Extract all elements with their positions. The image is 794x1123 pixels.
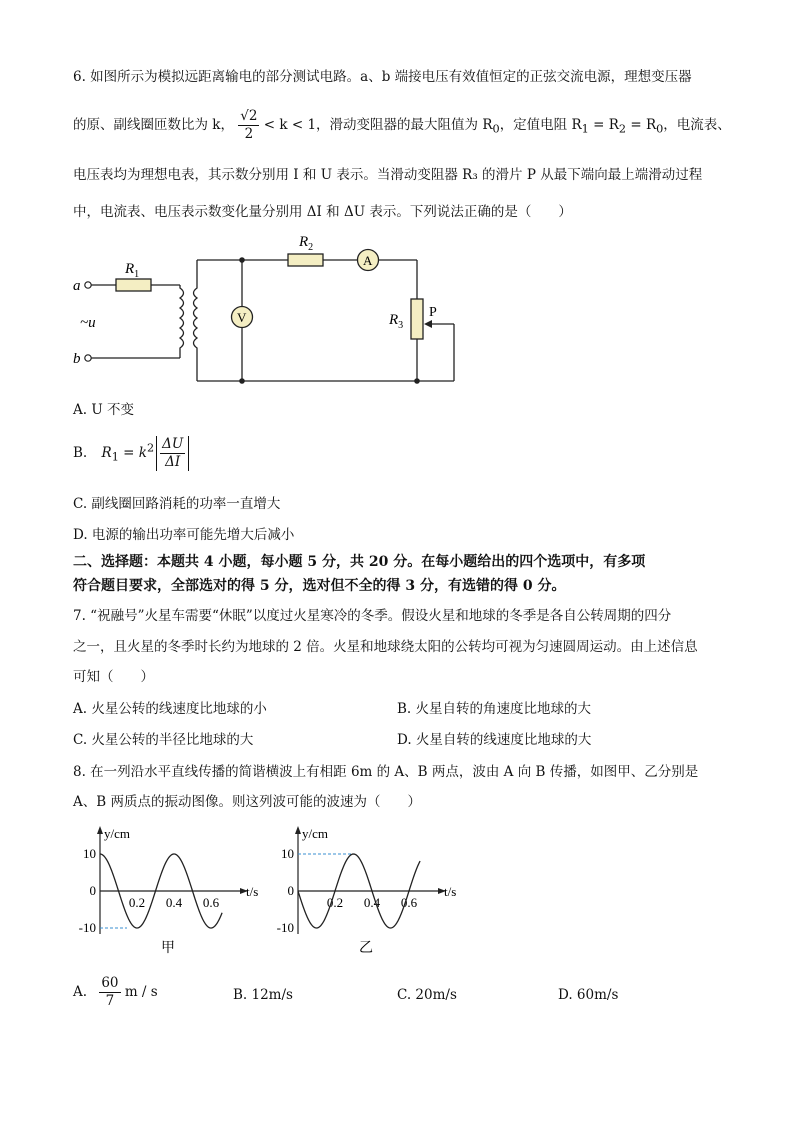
q6-option-b-num: ΔU bbox=[162, 436, 184, 452]
q7-line2: 之一，且火星的冬季时长约为地球的 2 倍。火星和地球绕太阳的公转均可视为匀速圆周运动。由上述信息 bbox=[73, 639, 698, 655]
q6-condition-num: √2 bbox=[240, 108, 258, 124]
q7-option-b[interactable]: B. 火星自转的角速度比地球的大 bbox=[397, 701, 592, 717]
q8-option-d[interactable]: D. 60m/s bbox=[558, 987, 619, 1003]
chart0-x-tick-label: 0.4 bbox=[165, 895, 183, 910]
q8-option-a-fraction bbox=[99, 975, 120, 1010]
label-v: V bbox=[237, 310, 247, 325]
q6-sub3: 0 bbox=[656, 122, 664, 136]
label-a-meter: A bbox=[363, 253, 373, 268]
chart-jia bbox=[70, 822, 270, 957]
q7-option-d[interactable]: D. 火星自转的线速度比地球的大 bbox=[397, 732, 592, 748]
chart-yi bbox=[268, 822, 468, 957]
label-p: P bbox=[429, 305, 437, 320]
q6-line4: 中，电流表、电压表示数变化量分别用 ΔI 和 ΔU 表示。下列说法正确的是（ ） bbox=[73, 204, 572, 220]
label-a: a bbox=[73, 278, 81, 294]
q8-option-b[interactable]: B. 12m/s bbox=[233, 987, 293, 1003]
q8-option-c[interactable]: C. 20m/s bbox=[397, 987, 457, 1003]
chart0-y-axis-arrow bbox=[97, 826, 103, 834]
chart1-y-axis-arrow bbox=[295, 826, 301, 834]
chart0-y-tick-label: -10 bbox=[78, 920, 96, 935]
q6-line3: 电压表均为理想电表，其示数分别用 I 和 U 表示。当滑动变阻器 R₃ 的滑片 P 从最下端向最上端滑动过程 bbox=[73, 167, 703, 183]
chart1-x-tick-label: 0.2 bbox=[326, 895, 344, 910]
q6-option-b-eq: = k bbox=[118, 445, 147, 461]
q7-option-a[interactable]: A. 火星公转的线速度比地球的小 bbox=[73, 701, 267, 717]
label-r2: $R_2$ bbox=[299, 234, 314, 253]
label-b: b bbox=[73, 351, 81, 367]
q7-line3: 可知（ ） bbox=[73, 669, 154, 685]
q6-sub1: 1 bbox=[581, 122, 589, 136]
chart1-x-label: t/s bbox=[444, 884, 457, 899]
q6-option-c[interactable]: C. 副线圈回路消耗的功率一直增大 bbox=[73, 496, 281, 512]
q6-option-b-r: R bbox=[101, 445, 112, 461]
q6-option-b[interactable] bbox=[73, 436, 189, 471]
chart0-y-tick-label: 0 bbox=[89, 883, 96, 898]
q6-option-a[interactable]: A. U 不变 bbox=[73, 402, 135, 418]
q6-option-b-sub: 1 bbox=[111, 450, 119, 464]
q6-option-d[interactable]: D. 电源的输出功率可能先增大后减小 bbox=[73, 527, 295, 543]
rheostat-r3 bbox=[411, 299, 423, 339]
q8-option-a-unit: m / s bbox=[124, 984, 158, 1000]
chart0-title: 甲 bbox=[161, 941, 175, 956]
q6-condition-rest: < k < 1，滑动变阻器的最大阻值为 R bbox=[263, 117, 493, 133]
q6-option-b-label: B. bbox=[73, 445, 88, 461]
label-r1: $R_1$ bbox=[125, 261, 140, 280]
slider-p-arrow bbox=[424, 320, 432, 328]
chart1-y-label: y/cm bbox=[302, 826, 328, 841]
q6-sub2: 2 bbox=[618, 122, 627, 136]
q6-line2-tail: ，电流表、 bbox=[663, 117, 731, 133]
q6-eq1: = R bbox=[588, 117, 619, 133]
q7-line1: 7. “祝融号”火星车需要“休眠”以度过火星寒冷的冬季。假设火星和地球的冬季是各自公转周期的四分 bbox=[73, 608, 672, 624]
q6-line2-pre: 的原、副线圈匝数比为 k， bbox=[73, 117, 234, 133]
primary-coil bbox=[180, 285, 184, 358]
q6-option-b-sup: 2 bbox=[146, 441, 155, 455]
chart0-y-label: y/cm bbox=[104, 826, 130, 841]
chart1-title: 乙 bbox=[359, 941, 373, 956]
q8-line1: 8. 在一列沿水平直线传播的简谐横波上有相距 6m 的 A、B 两点，波由 A 向 B 传播，如图甲、乙分别是 bbox=[73, 764, 699, 780]
q6-option-b-den: ΔI bbox=[165, 454, 181, 470]
chart1-x-tick-label: 0.6 bbox=[400, 895, 418, 910]
chart0-x-label: t/s bbox=[246, 884, 259, 899]
q6-condition-den: 2 bbox=[244, 126, 254, 142]
q8-option-a-label: A. bbox=[73, 984, 88, 1000]
q6-line1: 6. 如图所示为模拟远距离输电的部分测试电路。a、b 端接电压有效值恒定的正弦交流电源，理想变压器 bbox=[73, 69, 692, 85]
section2-line2: 符合题目要求，全部选对的得 5 分，选对但不全的得 3 分，有选错的得 0 分。 bbox=[73, 578, 566, 594]
resistor-r2 bbox=[288, 254, 323, 266]
label-r3: $R_3$ bbox=[389, 312, 404, 331]
q8-line2: A、B 两质点的振动图像。则这列波可能的波速为（ ） bbox=[73, 794, 421, 810]
q8-option-a[interactable] bbox=[73, 975, 158, 1010]
resistor-r1 bbox=[116, 279, 151, 291]
q6-line2 bbox=[73, 108, 731, 143]
section2-line1: 二、选择题：本题共 4 小题，每小题 5 分，共 20 分。在每小题给出的四个选项中，有多项 bbox=[73, 554, 646, 570]
chart1-y-tick-label: 10 bbox=[281, 846, 294, 861]
q6-option-b-abs bbox=[156, 436, 189, 471]
secondary-coil bbox=[194, 260, 198, 381]
terminal-b bbox=[85, 355, 91, 361]
chart1-y-tick-label: -10 bbox=[276, 920, 294, 935]
q8-option-a-num: 60 bbox=[101, 975, 119, 991]
q6-line2-post: ，定值电阻 R bbox=[499, 117, 582, 133]
q8-option-a-den: 7 bbox=[105, 993, 115, 1009]
q6-condition-fraction bbox=[238, 108, 259, 143]
q6-sub0: 0 bbox=[492, 122, 500, 136]
chart0-y-tick-label: 10 bbox=[83, 846, 96, 861]
chart1-x-tick-label: 0.4 bbox=[363, 895, 381, 910]
label-source: ~u bbox=[80, 315, 96, 331]
chart0-x-tick-label: 0.6 bbox=[202, 895, 220, 910]
chart0-x-tick-label: 0.2 bbox=[128, 895, 146, 910]
circuit-diagram bbox=[70, 228, 470, 393]
terminal-a bbox=[85, 282, 91, 288]
chart1-y-tick-label: 0 bbox=[287, 883, 294, 898]
q7-option-c[interactable]: C. 火星公转的半径比地球的大 bbox=[73, 732, 254, 748]
q6-eq2: = R bbox=[626, 117, 657, 133]
